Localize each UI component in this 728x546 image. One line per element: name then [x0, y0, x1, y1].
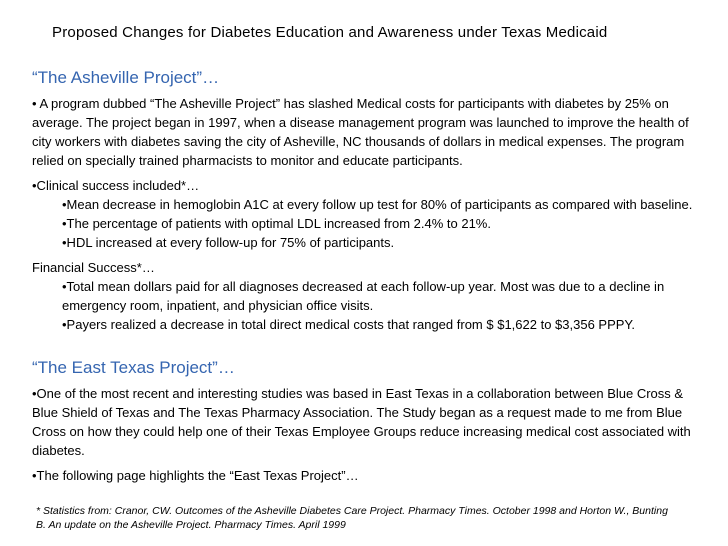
footnote: * Statistics from: Cranor, CW. Outcomes of the Asheville Diabetes Care Project. Pharmacy Times. October 1998 and Horton W., Bunting B. An update on the Asheville Project. Pharmacy Times. April 1999 — [36, 505, 668, 531]
east-texas-next-page: •The following page highlights the “East Texas Project”… — [32, 468, 359, 483]
asheville-section — [32, 68, 696, 334]
asheville-heading: “The Asheville Project”… — [32, 68, 220, 87]
east-texas-heading: “The East Texas Project”… — [32, 358, 235, 377]
east-texas-section — [32, 358, 696, 485]
asheville-intro: • A program dubbed “The Asheville Project” has slashed Medical costs for participants with diabetes by 25% on average. The project began in 1997, when a disease management program was launched to improve the health of city workers with diabetes saving the city of Asheville, NC thousands of dollars in medical expenses. The program relied on specially trained pharmacists to monitor and educate participants. — [32, 96, 689, 168]
clinical-item: •Mean decrease in hemoglobin A1C at every follow up test for 80% of participants as compared with baseline. — [62, 197, 693, 212]
clinical-item: •HDL increased at every follow-up for 75% of participants. — [62, 235, 395, 250]
east-texas-intro: •One of the most recent and interesting studies was based in East Texas in a collaboration between Blue Cross & Blue Shield of Texas and The Texas Pharmacy Association. The Study began as a request made to me from Blue Cross on how they could help one of their Texas Employee Groups reduce increasing medical cost associated with diabetes. — [32, 386, 691, 458]
clinical-label: •Clinical success included*… — [32, 178, 200, 193]
clinical-item: •The percentage of patients with optimal LDL increased from 2.4% to 21%. — [62, 216, 491, 231]
financial-item: •Total mean dollars paid for all diagnoses decreased at each follow-up year. Most was due to a decline in emergency room, inpatient, and physician office visits. — [62, 279, 665, 313]
financial-item: •Payers realized a decrease in total direct medical costs that ranged from $ $1,622 to $3,356 PPPY. — [62, 317, 636, 332]
page-title: Proposed Changes for Diabetes Education and Awareness under Texas Medicaid — [52, 24, 608, 41]
financial-label: Financial Success*… — [32, 260, 155, 275]
